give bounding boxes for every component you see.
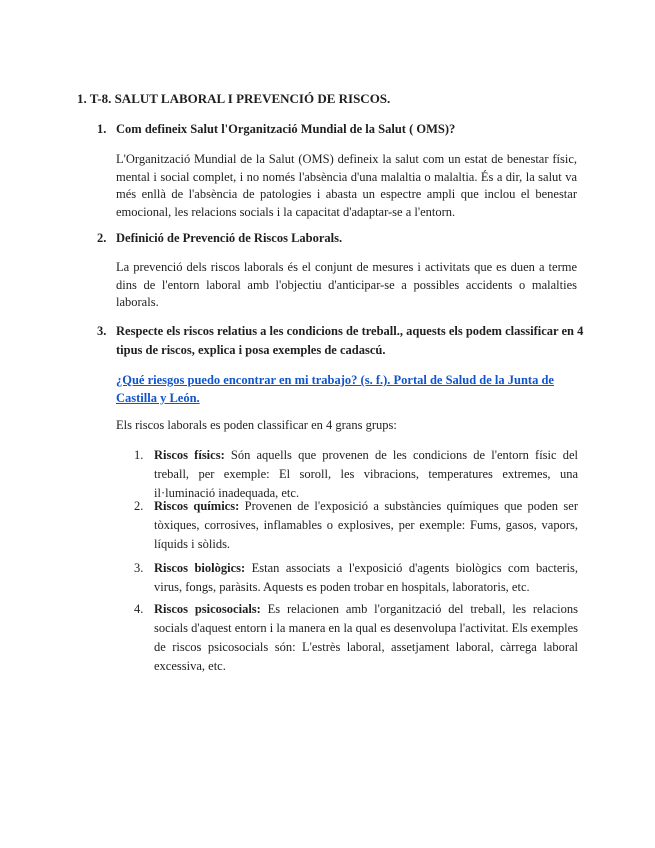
source-link[interactable]: ¿Qué riesgos puedo encontrar en mi trabajo? (s. f.). Portal de Salud de la Junta de Castilla y León. xyxy=(116,373,554,405)
question-3-heading xyxy=(97,322,587,360)
list-item xyxy=(134,559,578,597)
risk-term: Riscos químics: xyxy=(154,499,240,513)
list-number: 1. xyxy=(134,448,144,462)
question-1-heading xyxy=(97,120,587,139)
list-number: 4. xyxy=(134,602,144,616)
risk-term: Riscos psicosocials: xyxy=(154,602,261,616)
question-2-heading xyxy=(97,229,587,248)
risk-description: Són aquells que provenen de les condicions de l'entorn físic del treball, per exemple: El soroll, les vibracions, temperatures extremes, una il·luminació inadequada, etc. xyxy=(154,448,578,500)
question-number: 1. xyxy=(97,122,107,136)
risk-description: Estan associats a l'exposició d'agents biològics com bacteris, virus, fongs, paràsits. Aquests es poden trobar en hospitals, laboratoris, etc. xyxy=(154,561,578,594)
question-number: 3. xyxy=(97,324,107,338)
question-number: 2. xyxy=(97,231,107,245)
question-title: Definició de Prevenció de Riscos Laborals. xyxy=(116,231,343,245)
list-item xyxy=(134,600,578,676)
question-title: Respecte els riscos relatius a les condicions de treball., aquests els podem classificar en 4 tipus de riscos, explica i posa exemples de cadascú. xyxy=(116,324,584,357)
risk-groups-intro: Els riscos laborals es poden classificar en 4 grans grups: xyxy=(116,418,397,432)
question-1-answer: L'Organització Mundial de la Salut (OMS) defineix la salut com un estat de benestar físic, mental i social complet, i no només l'absència d'una malaltia o malaltia. És a dir, la salut va més enllà de l'absència de patologies i abasta un espectre ampli que inclou el benestar emocional, les relacions socials i la capacitat d'adaptar-se a l'entorn. xyxy=(116,152,577,219)
list-item xyxy=(134,446,578,503)
question-2-answer: La prevenció dels riscos laborals és el conjunt de mesures i activitats que es duen a terme dins de l'entorn laboral amb l'objectiu d'anticipar-se a possibles accidents o malalties laborals. xyxy=(116,260,577,309)
risk-description: Es relacionen amb l'organització del treball, les relacions socials d'aquest entorn i la manera en la qual es desenvolupa l'activitat. Els exemples de riscos psicosocials són: L'estrès laboral, assetjament laboral, càrrega laboral excessiva, etc. xyxy=(154,602,579,673)
risk-description: Provenen de l'exposició a substàncies químiques que poden ser tòxiques, corrosives, inflamables o explosives, per exemple: Fums, gasos, vapors, líquids i sòlids. xyxy=(154,499,578,551)
list-number: 3. xyxy=(134,561,144,575)
risk-term: Riscos físics: xyxy=(154,448,225,462)
list-number: 2. xyxy=(134,499,144,513)
page-title: 1. T-8. SALUT LABORAL I PREVENCIÓ DE RISCOS. xyxy=(77,91,391,106)
question-title: Com defineix Salut l'Organització Mundial de la Salut ( OMS)? xyxy=(116,122,456,136)
list-item xyxy=(134,497,578,554)
risk-term: Riscos biològics: xyxy=(154,561,246,575)
